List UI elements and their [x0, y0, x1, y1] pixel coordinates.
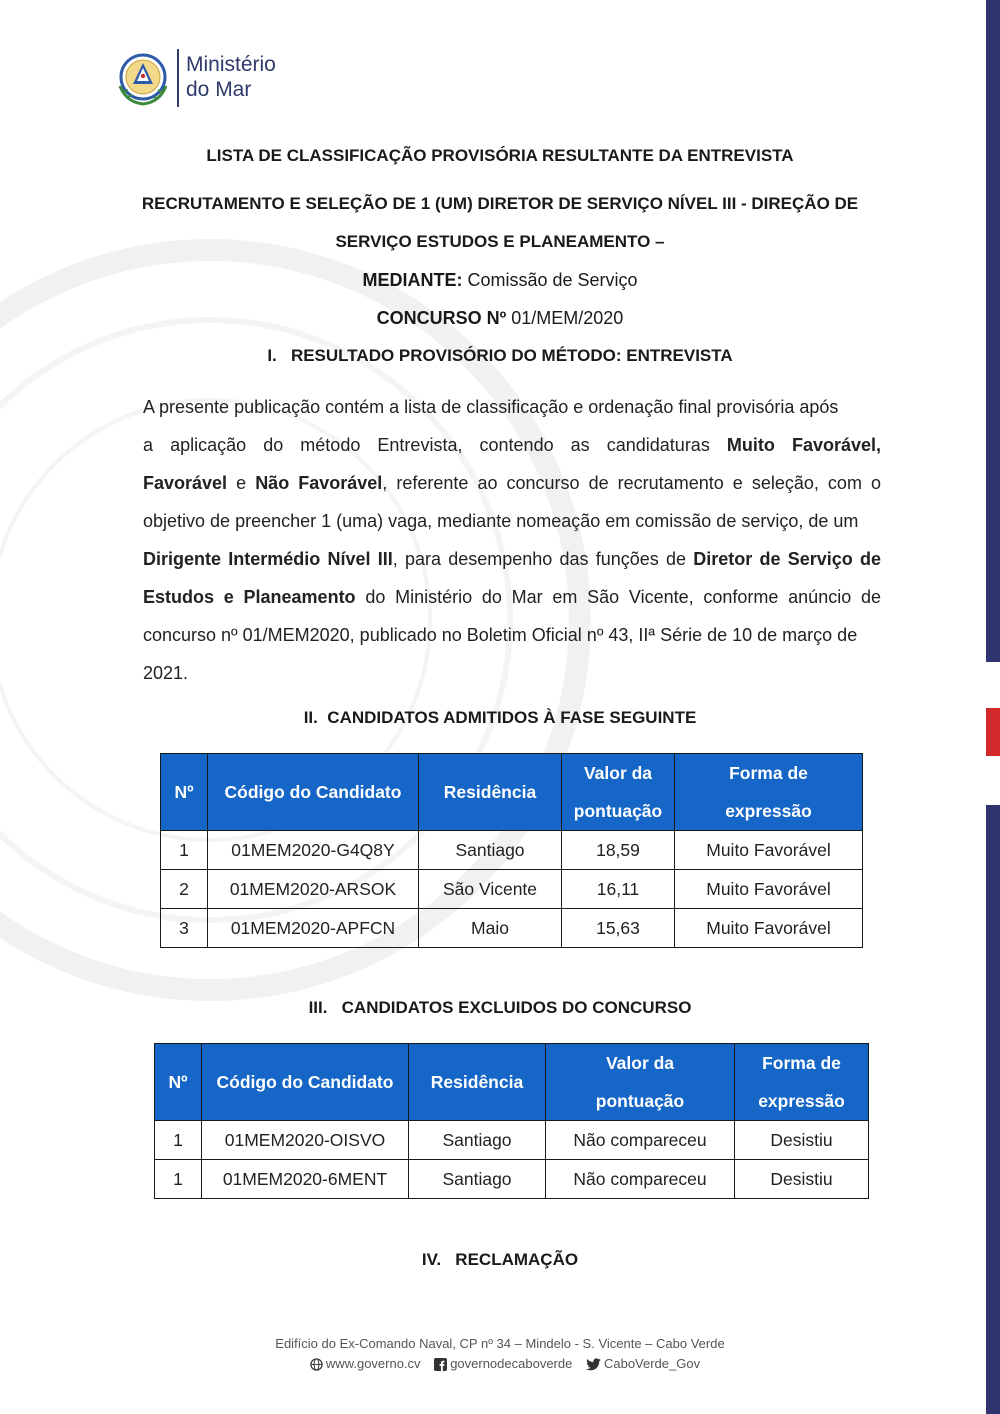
col-header-number: Nº — [161, 754, 208, 831]
paragraph-line-1: A presente publicação contém a lista de classificação e ordenação final provisória após — [143, 397, 839, 417]
cell-score: Não compareceu — [546, 1160, 735, 1199]
document-title: LISTA DE CLASSIFICAÇÃO PROVISÓRIA RESULTANTE DA ENTREVISTA — [206, 146, 794, 165]
paragraph-line-5 — [143, 540, 881, 578]
paragraph-line-2-text: a aplicação do método Entrevista, contendo as candidaturas — [143, 435, 727, 455]
document-subtitle-line2: SERVIÇO ESTUDOS E PLANEAMENTO – — [335, 232, 665, 251]
admitted-candidates-table — [160, 753, 863, 948]
section-heading-3: III. CANDIDATOS EXCLUIDOS DO CONCURSO — [308, 998, 692, 1017]
col-header-score-l1: Valor da — [605, 1053, 675, 1073]
cell-residence: São Vicente — [419, 870, 562, 909]
excluded-candidates-table — [154, 1043, 869, 1199]
section-heading-2: II. CANDIDATOS ADMITIDOS À FASE SEGUINTE — [303, 708, 697, 727]
cell-form: Muito Favorável — [675, 831, 863, 870]
table-row — [161, 909, 863, 948]
footer-website-link[interactable]: www.governo.cv — [325, 1356, 421, 1371]
section-heading-1: I. RESULTADO PROVISÓRIO DO MÉTODO: ENTREVISTA — [267, 346, 733, 365]
paragraph-line-4: objetivo de preencher 1 (uma) vaga, mediante nomeação em comissão de serviço, de um — [143, 511, 859, 531]
ministry-name — [186, 52, 276, 102]
paragraph-line-3-text-b: , referente ao concurso de recrutamento e seleção, com o — [382, 473, 881, 493]
col-header-code: Código do Candidato — [208, 754, 419, 831]
cell-score: Não compareceu — [546, 1121, 735, 1160]
paragraph-line-2-bold: Muito Favorável, — [726, 435, 882, 455]
footer-address: Edifício do Ex-Comando Naval, CP nº 34 – Mindelo - S. Vicente – Cabo Verde — [275, 1336, 725, 1351]
coat-of-arms-icon — [112, 48, 174, 110]
table-row — [161, 831, 863, 870]
paragraph-line-3-bold-b: Não Favorável — [255, 473, 383, 493]
table-header-row — [161, 754, 863, 831]
col-header-score-l2: pontuação — [595, 1091, 685, 1111]
intro-paragraph — [143, 388, 881, 692]
col-header-residence: Residência — [409, 1044, 546, 1121]
cell-score: 16,11 — [562, 870, 675, 909]
cell-form: Desistiu — [735, 1121, 869, 1160]
table-row — [161, 870, 863, 909]
paragraph-line-3-text-a: e — [227, 473, 256, 493]
paragraph-line-3-bold-a: Favorável — [143, 473, 228, 493]
ministry-name-line1: Ministério — [186, 53, 276, 76]
edge-bar-navy-top — [986, 0, 1000, 662]
paragraph-line-3 — [143, 464, 881, 502]
cell-code: 01MEM2020-APFCN — [208, 909, 419, 948]
edge-bar-navy-bottom — [986, 805, 1000, 1414]
cell-number: 1 — [161, 831, 208, 870]
footer-facebook-link[interactable]: governodecaboverde — [450, 1356, 573, 1371]
paragraph-line-2 — [143, 426, 881, 464]
cell-code: 01MEM2020-6MENT — [202, 1160, 409, 1199]
paragraph-line-6-bold: Estudos e Planeamento — [143, 587, 356, 607]
col-header-form — [675, 754, 863, 831]
ministry-name-line2: do Mar — [186, 78, 252, 101]
col-header-form-l1: Forma de — [762, 1053, 841, 1073]
document-subtitle-line1: RECRUTAMENTO E SELEÇÃO DE 1 (UM) DIRETOR DE SERVIÇO NÍVEL III - DIREÇÃO DE — [141, 194, 859, 213]
logo-separator — [177, 49, 179, 107]
col-header-number: Nº — [155, 1044, 202, 1121]
paragraph-line-7: concurso nº 01/MEM2020, publicado no Boletim Oficial nº 43, IIª Série de 10 de março de — [143, 625, 858, 645]
mediante-value: Comissão de Serviço — [462, 270, 638, 290]
table-row — [155, 1160, 869, 1199]
paragraph-line-5-bold-a: Dirigente Intermédio Nível III — [143, 549, 393, 569]
cell-score: 15,63 — [562, 909, 675, 948]
cell-code: 01MEM2020-G4Q8Y — [208, 831, 419, 870]
col-header-score-l2: pontuação — [573, 801, 663, 821]
cell-residence: Santiago — [409, 1160, 546, 1199]
col-header-score — [562, 754, 675, 831]
footer-links — [0, 1356, 1000, 1371]
cell-form: Muito Favorável — [675, 870, 863, 909]
paragraph-line-6-text: do Ministério do Mar em São Vicente, conforme anúncio de — [355, 587, 881, 607]
cell-number: 2 — [161, 870, 208, 909]
cell-form: Desistiu — [735, 1160, 869, 1199]
col-header-form — [735, 1044, 869, 1121]
table-header-row — [155, 1044, 869, 1121]
paragraph-line-5-bold-b: Diretor de Serviço de — [693, 549, 881, 569]
paragraph-line-8: 2021. — [143, 663, 189, 683]
cell-form: Muito Favorável — [675, 909, 863, 948]
cell-code: 01MEM2020-ARSOK — [208, 870, 419, 909]
col-header-residence: Residência — [419, 754, 562, 831]
footer-twitter-link[interactable]: CaboVerde_Gov — [603, 1356, 701, 1371]
cell-number: 1 — [155, 1121, 202, 1160]
mediante-line — [0, 270, 1000, 291]
col-header-form-l2: expressão — [758, 1091, 845, 1111]
cell-residence: Maio — [419, 909, 562, 948]
table-row — [155, 1121, 869, 1160]
col-header-score-l1: Valor da — [583, 763, 653, 783]
mediante-label: MEDIANTE: — [362, 270, 463, 290]
cell-residence: Santiago — [409, 1121, 546, 1160]
col-header-form-l2: expressão — [725, 801, 812, 821]
concurso-label: CONCURSO Nº — [376, 308, 507, 328]
facebook-icon — [434, 1358, 447, 1371]
globe-icon — [310, 1358, 323, 1371]
col-header-code: Código do Candidato — [202, 1044, 409, 1121]
cell-residence: Santiago — [419, 831, 562, 870]
concurso-line — [0, 308, 1000, 329]
concurso-value: 01/MEM/2020 — [506, 308, 624, 328]
cell-number: 1 — [155, 1160, 202, 1199]
twitter-icon — [586, 1358, 601, 1371]
cell-code: 01MEM2020-OISVO — [202, 1121, 409, 1160]
cell-number: 3 — [161, 909, 208, 948]
col-header-form-l1: Forma de — [729, 763, 808, 783]
paragraph-line-5-text: , para desempenho das funções de — [392, 549, 694, 569]
cell-score: 18,59 — [562, 831, 675, 870]
col-header-score — [546, 1044, 735, 1121]
section-heading-4: IV. RECLAMAÇÃO — [421, 1250, 579, 1269]
paragraph-line-6 — [143, 578, 881, 616]
